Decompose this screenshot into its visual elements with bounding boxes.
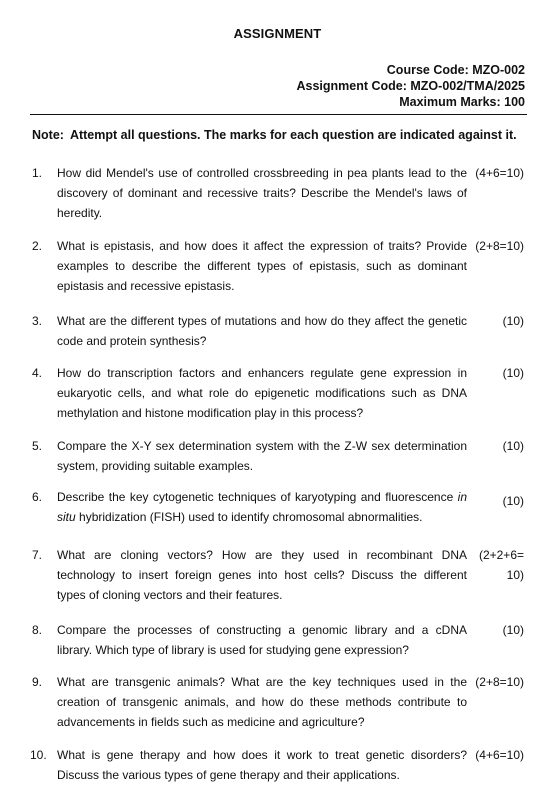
question-number: 8. [32, 623, 43, 637]
question-line: Describe the key cytogenetic techniques of karyotyping and fluorescence in [57, 490, 467, 504]
question-line: What are the different types of mutations and how do they affect the genetic [57, 314, 467, 328]
question-marks [475, 672, 524, 692]
question-line: heredity. [57, 206, 103, 220]
question-text [57, 620, 467, 660]
question-4 [32, 363, 524, 423]
question-line: How did Mendel's use of controlled crossbreeding in pea plants lead to the [57, 166, 467, 180]
divider [30, 114, 527, 115]
question-6 [32, 487, 524, 527]
question-line: methylation and histone modification play in this process? [57, 406, 364, 420]
question-marks [475, 745, 524, 765]
note-label: Note: [32, 128, 64, 142]
question-line: advancements in fields such as medicine and agriculture? [57, 715, 365, 729]
question-line: examples to describe the different types of epistasis, such as dominant [57, 259, 467, 273]
question-line: epistasis and recessive epistasis. [57, 279, 235, 293]
question-line: technology to insert foreign genes into host cells? Discuss the different [57, 568, 467, 582]
question-text [57, 311, 467, 351]
question-line: Compare the X-Y sex determination system with the Z-W sex determination [57, 439, 467, 453]
maximum-marks: Maximum Marks: 100 [399, 95, 525, 109]
marks-value: (10) [502, 494, 524, 508]
question-9 [32, 672, 524, 732]
marks-value: (10) [502, 314, 524, 328]
question-3 [32, 311, 524, 351]
marks-value: (10) [502, 439, 524, 453]
marks-value: (2+2+6= [478, 548, 524, 562]
question-marks [479, 545, 524, 585]
italic-term: in [457, 490, 467, 504]
question-number: 6. [32, 490, 43, 504]
question-line: creation of transgenic animals, and how do these methods contribute to [57, 695, 467, 709]
question-text [57, 436, 467, 476]
question-line: What are cloning vectors? How are they used in recombinant DNA [57, 548, 467, 562]
marks-value: (10) [502, 366, 524, 380]
question-text [57, 745, 467, 785]
course-code: Course Code: MZO-002 [386, 63, 525, 77]
question-number: 5. [32, 439, 43, 453]
question-7 [32, 545, 524, 605]
question-marks [503, 363, 524, 383]
note [32, 128, 517, 142]
marks-value: 10) [506, 568, 524, 582]
question-number: 1. [32, 166, 43, 180]
question-line: discovery of dominant and recessive traits? Describe the Mendel's laws of [57, 186, 467, 200]
note-text: Attempt all questions. The marks for each question are indicated against it. [69, 128, 517, 142]
question-marks [503, 620, 524, 640]
question-line: situ hybridization (FISH) used to identify chromosomal abnormalities. [57, 510, 423, 524]
question-number: 4. [32, 366, 43, 380]
question-line: system, providing suitable examples. [57, 459, 254, 473]
assignment-codes [296, 62, 525, 110]
question-marks [475, 236, 524, 256]
question-marks [503, 491, 524, 511]
question-line: How do transcription factors and enhancers regulate gene expression in [57, 366, 467, 380]
question-text [57, 163, 467, 223]
question-line: code and protein synthesis? [57, 334, 207, 348]
question-10 [32, 745, 524, 785]
question-marks [503, 436, 524, 456]
question-line: eukaryotic cells, and what role do epigenetic modifications such as DNA [57, 386, 467, 400]
marks-value: (2+8=10) [475, 239, 524, 253]
question-text [57, 487, 467, 527]
question-text [57, 672, 467, 732]
question-8 [32, 620, 524, 660]
question-text [57, 363, 467, 423]
question-line: What is gene therapy and how does it work to treat genetic disorders? [57, 748, 467, 762]
question-line: What is epistasis, and how does it affect the expression of traits? Provide [57, 239, 467, 253]
question-number: 3. [32, 314, 43, 328]
question-line: types of cloning vectors and their features. [57, 588, 283, 602]
marks-value: (2+8=10) [475, 675, 524, 689]
question-line: What are transgenic animals? What are the key techniques used in the [57, 675, 467, 689]
marks-value: (4+6=10) [475, 166, 524, 180]
question-1 [32, 163, 524, 223]
question-line: Discuss the various types of gene therapy and their applications. [57, 768, 400, 782]
question-line: Compare the processes of constructing a genomic library and a cDNA [57, 623, 467, 637]
question-5 [32, 436, 524, 476]
question-number: 9. [32, 675, 43, 689]
question-marks [503, 311, 524, 331]
question-marks [475, 163, 524, 183]
question-text [57, 545, 467, 605]
italic-term: situ [57, 510, 76, 524]
question-text [57, 236, 467, 296]
assignment-code: Assignment Code: MZO-002/TMA/2025 [296, 79, 525, 93]
marks-value: (10) [502, 623, 524, 637]
page-title: ASSIGNMENT [233, 26, 322, 41]
question-number: 10. [30, 748, 47, 762]
question-number: 7. [32, 548, 43, 562]
marks-value: (4+6=10) [475, 748, 524, 762]
question-number: 2. [32, 239, 43, 253]
question-line: library. Which type of library is used for studying gene expression? [57, 643, 409, 657]
question-2 [32, 236, 524, 296]
